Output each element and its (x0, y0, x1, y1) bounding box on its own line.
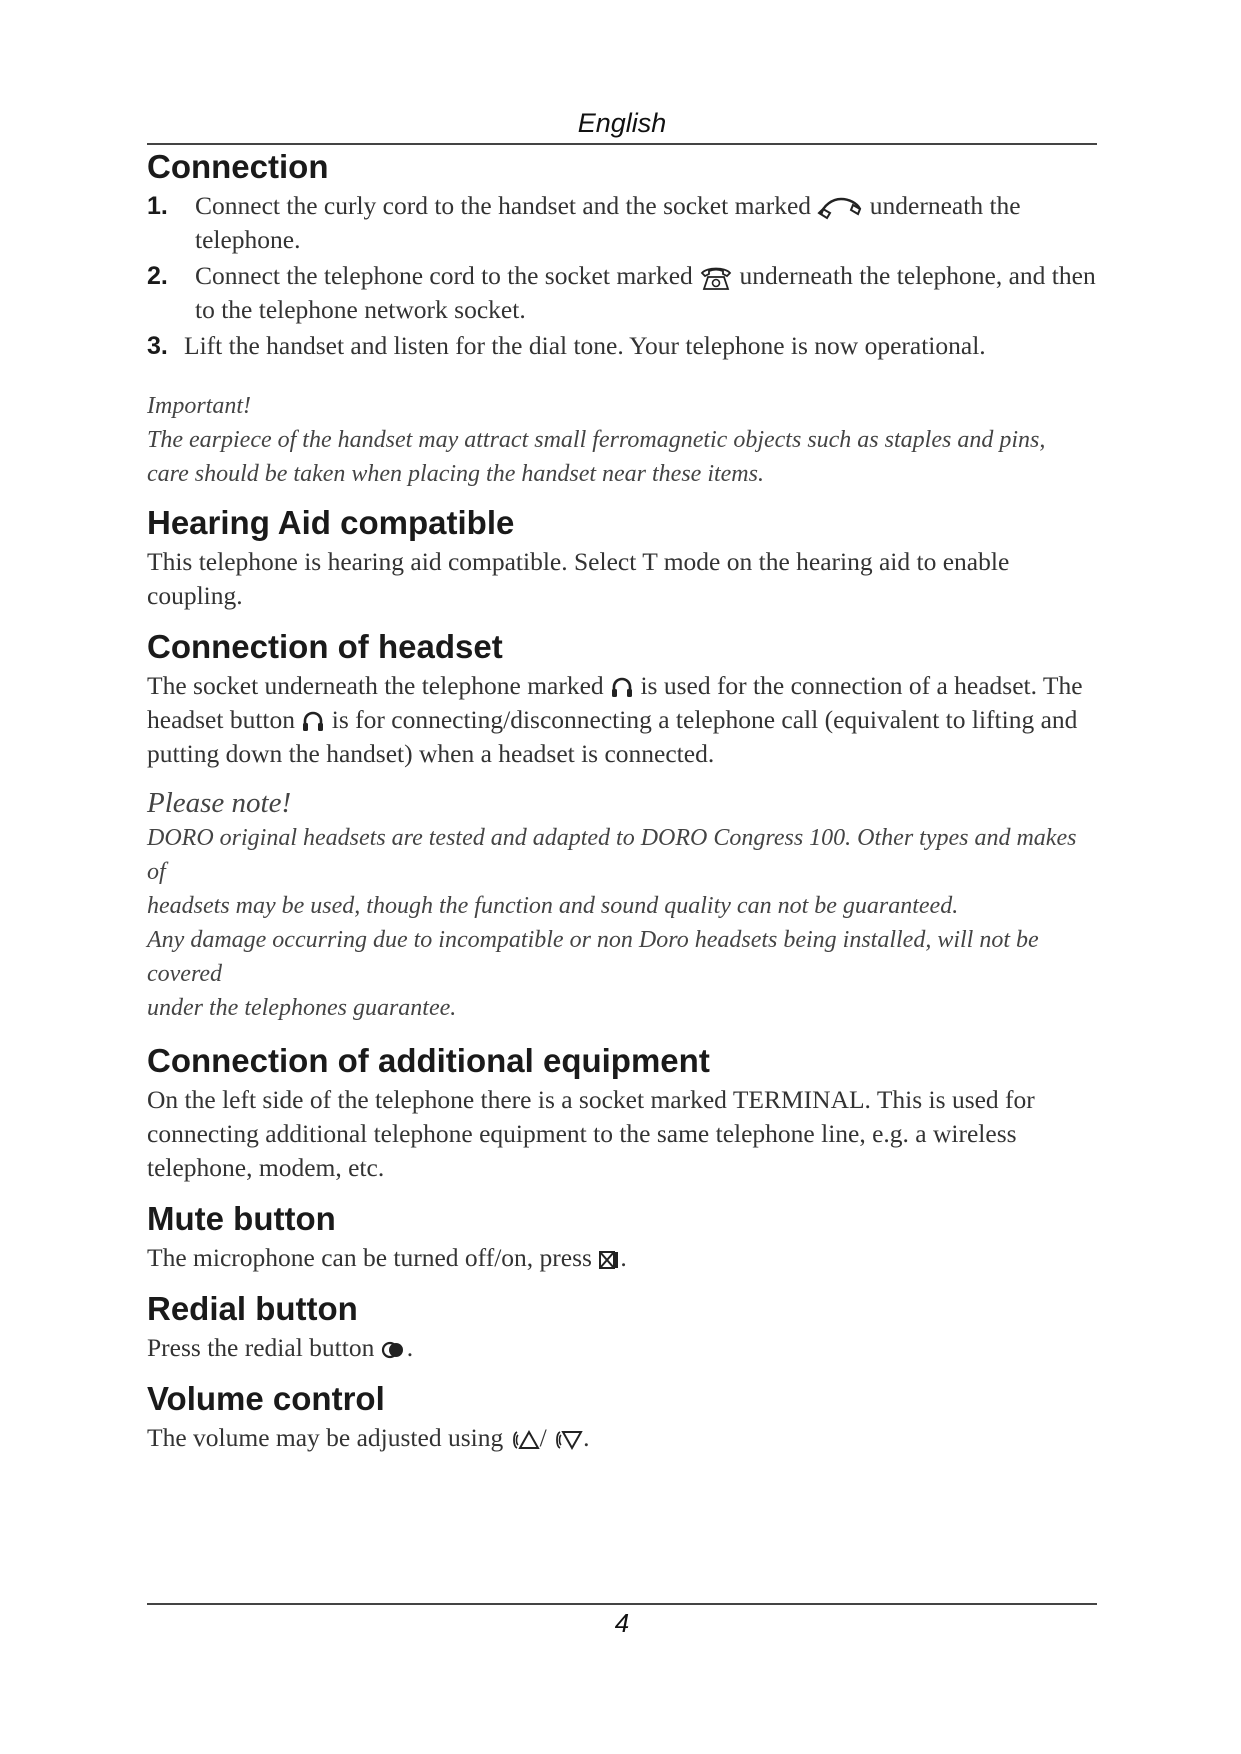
volume-text-before: The volume may be adjusted using (147, 1423, 504, 1452)
page-number: 4 (614, 1608, 630, 1638)
volume-down-icon (553, 1429, 583, 1451)
note-line: headsets may be used, though the function and sound quality can not be guaranteed. (147, 893, 959, 919)
heading-mute: Mute button (147, 1200, 336, 1237)
heading-connection: Connection (147, 148, 329, 185)
list-item (147, 189, 1097, 257)
headset-text (147, 669, 1097, 771)
step-number: 2. (147, 262, 168, 290)
note-line: Any damage occurring due to incompatible or non Doro headsets being installed, will not be covered (147, 927, 1039, 987)
volume-text-after: . (583, 1423, 590, 1452)
step-text-before: Connect the curly cord to the handset and the socket marked (195, 191, 812, 220)
step-text: Lift the handset and listen for the dial tone. Your telephone is now operational. (184, 331, 986, 360)
footer-rule (147, 1603, 1097, 1605)
heading-hearing-aid: Hearing Aid compatible (147, 504, 515, 541)
mute-text-before: The microphone can be turned off/on, press (147, 1243, 592, 1272)
heading-redial: Redial button (147, 1290, 358, 1327)
page-header-language: English (577, 108, 667, 138)
headset-text-before: The socket underneath the telephone marked (147, 671, 604, 700)
headset-text-middle: is used for the connection of a headset. The headset button (147, 671, 1083, 734)
headset-button-icon (301, 710, 325, 734)
volume-text (147, 1421, 1097, 1455)
note-title-please-note: Please note! (147, 787, 292, 819)
note-line: care should be taken when placing the handset near these items. (147, 461, 764, 487)
redial-text (147, 1331, 1097, 1365)
step-number: 3. (147, 332, 168, 360)
redial-icon (381, 1340, 407, 1360)
additional-equipment-text: On the left side of the telephone there is a socket marked TERMINAL. This is used for connecting additional telephone equipment to the same telephone line, e.g. a wireless telephone, modem, etc. (147, 1085, 1035, 1182)
heading-additional-equipment: Connection of additional equipment (147, 1042, 710, 1079)
mute-text (147, 1241, 1097, 1275)
step-text-after: underneath the telephone, and then to the telephone network socket. (195, 261, 1096, 324)
volume-up-icon (510, 1429, 540, 1451)
telephone-icon (699, 265, 733, 291)
volume-separator: / (539, 1423, 547, 1452)
note-line: under the telephones guarantee. (147, 995, 457, 1021)
step-number: 1. (147, 192, 168, 220)
mute-icon (598, 1249, 620, 1271)
list-item (147, 259, 1097, 327)
note-title-important: Important! (147, 393, 251, 419)
handset-icon (817, 195, 863, 221)
redial-text-before: Press the redial button (147, 1333, 375, 1362)
step-text-before: Connect the telephone cord to the socket marked (195, 261, 693, 290)
hearing-aid-text: This telephone is hearing aid compatible. Select T mode on the hearing aid to enable coupling. (147, 547, 1010, 610)
heading-headset: Connection of headset (147, 628, 503, 665)
page-content (147, 145, 1097, 1455)
headset-text-after: is for connecting/disconnecting a telephone call (equivalent to lifting and putting down the handset) when a headset is connected. (147, 705, 1078, 768)
headset-icon (610, 676, 634, 700)
connection-steps (147, 189, 1097, 363)
note-line: The earpiece of the handset may attract small ferromagnetic objects such as staples and pins, (147, 427, 1046, 453)
redial-text-after: . (406, 1333, 414, 1362)
heading-volume: Volume control (147, 1380, 385, 1417)
list-item (147, 329, 1097, 363)
mute-text-after: . (620, 1243, 627, 1272)
step-text-after: underneath the telephone. (195, 191, 1021, 254)
note-line: DORO original headsets are tested and adapted to DORO Congress 100. Other types and makes of (147, 825, 1077, 885)
